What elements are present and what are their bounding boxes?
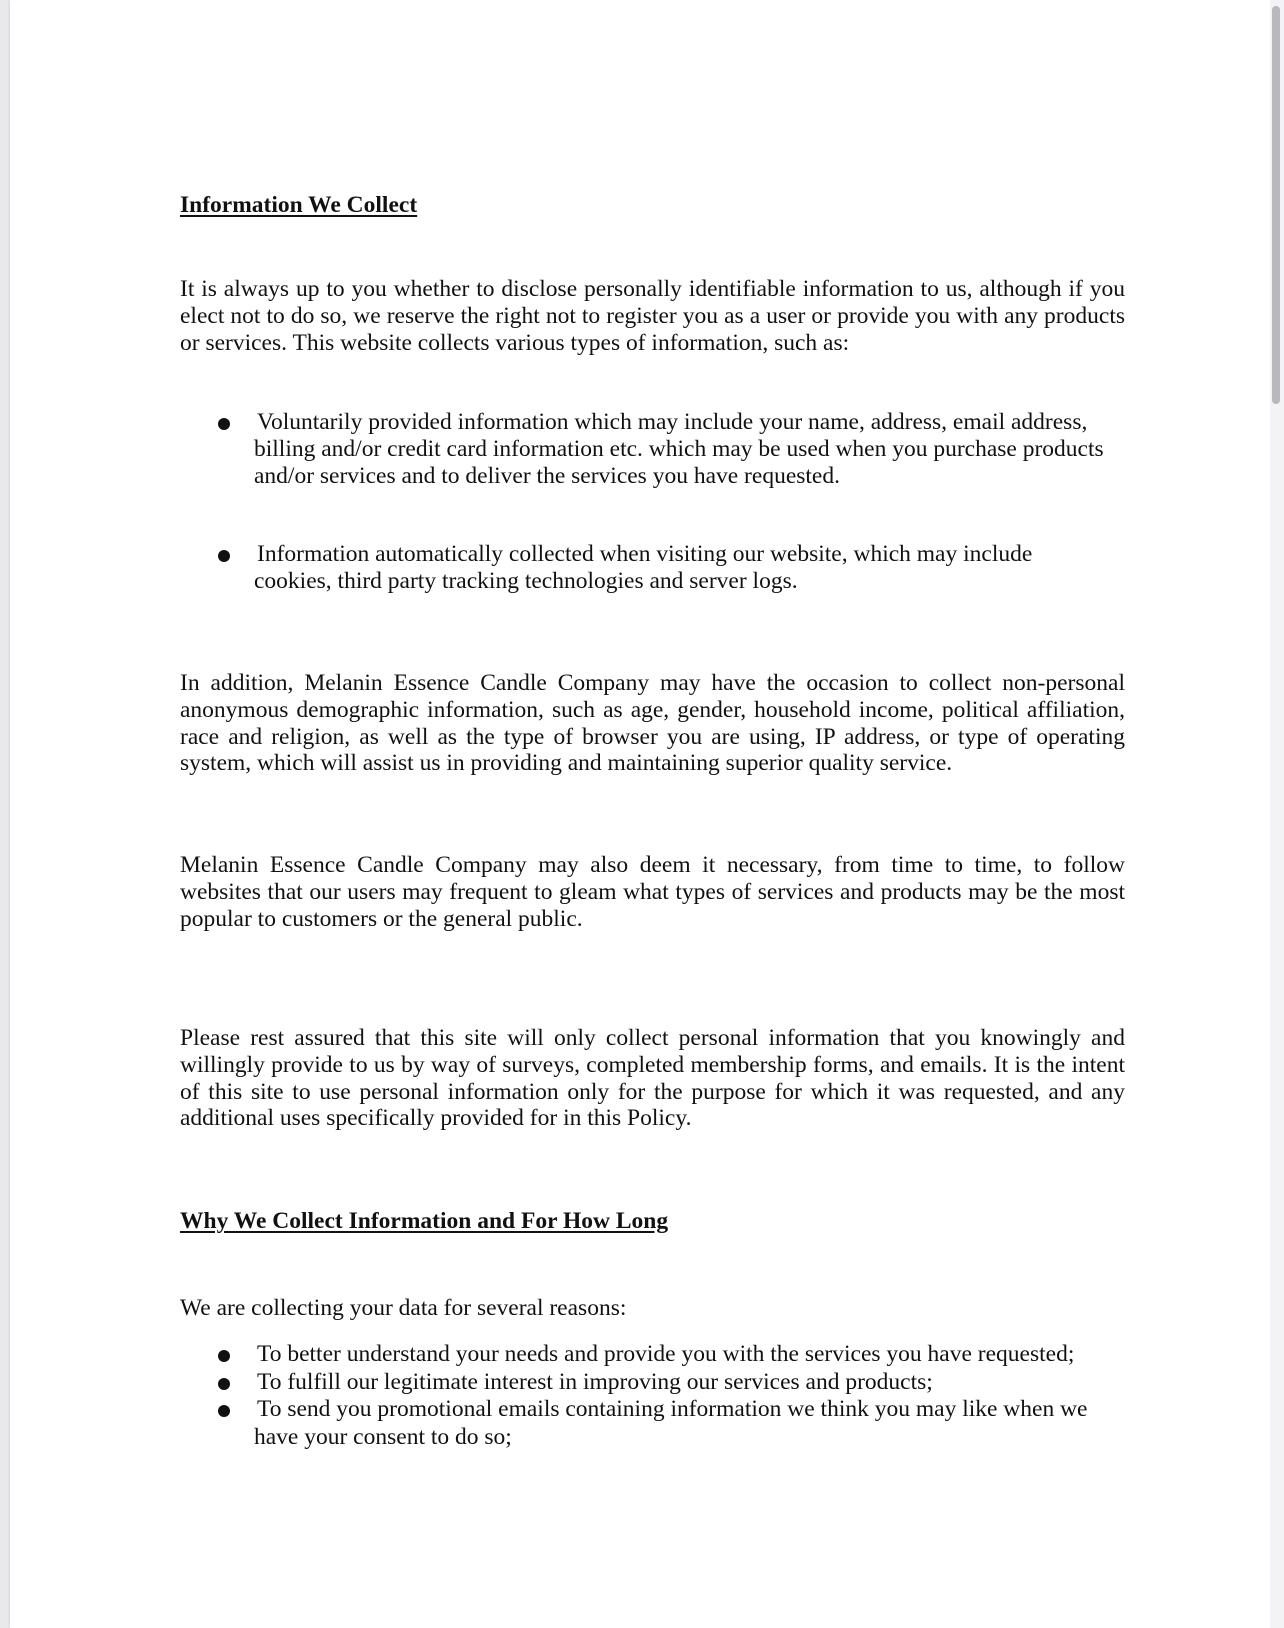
collected-info-list-2	[180, 541, 1110, 595]
list-item: To better understand your needs and provide you with the services you have requested;	[180, 1341, 1110, 1369]
reasons-intro: We are collecting your data for several reasons:	[180, 1295, 627, 1321]
list-item: To send you promotional emails containing information we think you may like when we have your consent to do so;	[180, 1396, 1110, 1451]
reasons-list	[180, 1341, 1110, 1451]
list-item: Information automatically collected when visiting our website, which may include cookies, third party tracking technologies and server logs.	[180, 541, 1110, 595]
section-heading-why-we-collect: Why We Collect Information and For How Long	[180, 1208, 669, 1234]
follow-websites-paragraph: Melanin Essence Candle Company may also deem it necessary, from time to time, to follow websites that our users may frequent to gleam what types of services and products may be the most popular to customers or the general public.	[180, 852, 1125, 932]
vertical-scrollbar[interactable]	[1270, 0, 1284, 1628]
section-heading-information-we-collect: Information We Collect	[180, 192, 418, 218]
scrollbar-thumb[interactable]	[1272, 6, 1280, 404]
intro-paragraph: It is always up to you whether to disclose personally identifiable information to us, although if you elect not to do so, we reserve the right not to register you as a user or provide you with any products or services. This website collects various types of information, such as:	[180, 276, 1125, 356]
list-item: To fulfill our legitimate interest in improving our services and products;	[180, 1369, 1110, 1397]
collected-info-list	[180, 409, 1110, 489]
document-page	[10, 0, 1278, 1628]
personal-info-paragraph: Please rest assured that this site will only collect personal information that you knowingly and willingly provide to us by way of surveys, completed membership forms, and emails. It is the intent of this site to use personal information only for the purpose for which it was requested, and any additional uses specifically provided for in this Policy.	[180, 1025, 1125, 1132]
demographic-paragraph: In addition, Melanin Essence Candle Company may have the occasion to collect non-personal anonymous demographic information, such as age, gender, household income, political affiliation, race and religion, as well as the type of browser you are using, IP address, or type of operating system, which will assist us in providing and maintaining superior quality service.	[180, 670, 1125, 777]
list-item: Voluntarily provided information which may include your name, address, email address, billing and/or credit card information etc. which may be used when you purchase products and/or services and to deliver the services you have requested.	[180, 409, 1110, 489]
